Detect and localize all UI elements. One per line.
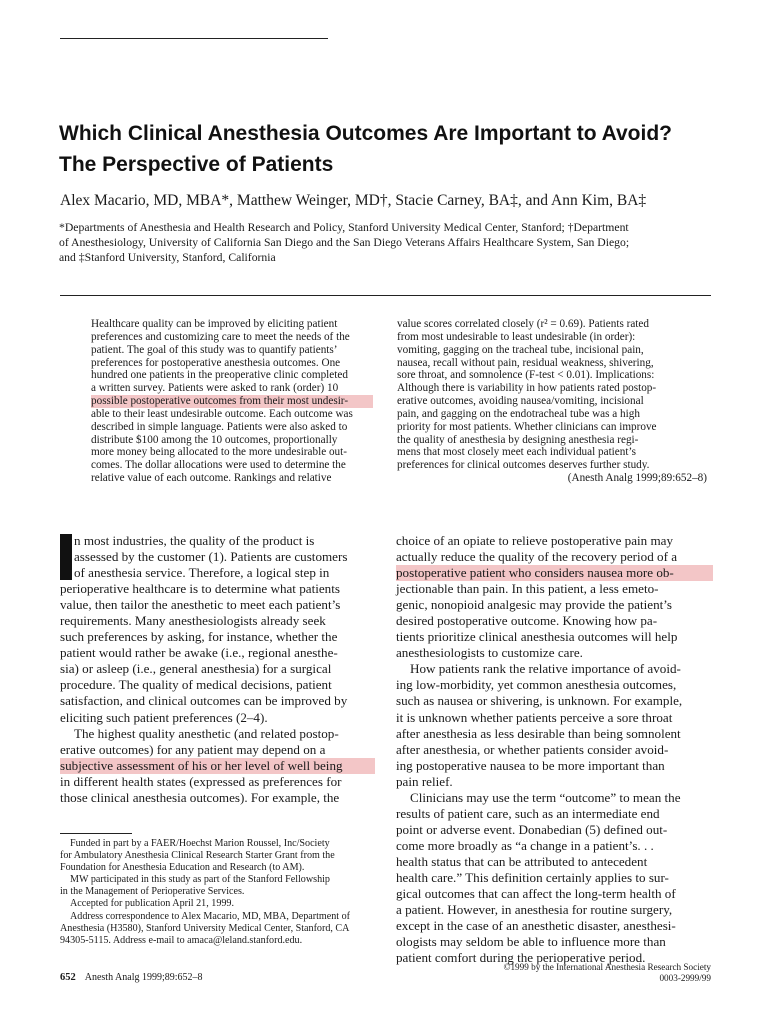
body-line-highlighted: subjective assessment of his or her level of well being bbox=[60, 758, 375, 774]
body-line: anesthesiologists to customize care. bbox=[396, 645, 583, 661]
body-line: choice of an opiate to relieve postoperative pain may bbox=[396, 533, 674, 548]
body-right-column bbox=[396, 533, 713, 966]
abstract-line: described in simple language. Patients were also asked to bbox=[91, 420, 348, 433]
copyright-block bbox=[420, 962, 711, 984]
abstract-line: hundred one patients in the preoperative clinic completed bbox=[91, 369, 348, 382]
body-line: requirements. Many anesthesiologists already seek bbox=[60, 613, 326, 629]
body-line: Clinicians may use the term “outcome” to mean the bbox=[410, 789, 681, 805]
body-line: value, then tailor the anesthetic to meet each patient’s bbox=[60, 597, 341, 613]
abstract-line: preferences and customizing care to meet the needs of the bbox=[91, 330, 350, 343]
footnote-line: for Ambulatory Anesthesia Clinical Research Starter Grant from the bbox=[60, 850, 335, 862]
abstract-line: the quality of anesthesia by designing anesthesia regi- bbox=[397, 433, 639, 446]
body-line: pain relief. bbox=[396, 773, 453, 789]
body-line: jectionable than pain. In this patient, a less emeto- bbox=[396, 581, 659, 597]
copyright-text: ©1999 by the International Anesthesia Research Society bbox=[503, 962, 711, 972]
abstract-line: a written survey. Patients were asked to rank (order) 10 bbox=[91, 382, 339, 395]
title-line-1: Which Clinical Anesthesia Outcomes Are Important to Avoid? bbox=[59, 122, 672, 145]
body-line: of anesthesia service. Therefore, a logical step in bbox=[74, 565, 330, 581]
body-line: actually reduce the quality of the recovery period of a bbox=[396, 549, 678, 565]
abstract-line-highlighted: from most undesirable to least undesirable (in order): bbox=[397, 330, 636, 343]
abstract-line: patient. The goal of this study was to quantify patients’ bbox=[91, 343, 338, 356]
body-line: ing low-morbidity, yet common anesthesia outcomes, bbox=[396, 677, 677, 693]
abstract-line: nausea, recall without pain, residual weakness, shivering, bbox=[397, 356, 654, 369]
footnotes bbox=[60, 838, 380, 947]
footnote-line: 94305-5115. Address e-mail to amaca@leland.stanford.edu. bbox=[60, 934, 303, 946]
footnote-line: Anesthesia (H3580), Stanford University Medical Center, Stanford, CA bbox=[60, 922, 350, 934]
abstract-line: distribute $100 among the 10 outcomes, proportionally bbox=[91, 433, 338, 446]
body-line: point or adverse event. Donabedian (5) defined out- bbox=[396, 821, 668, 837]
body-line: sia) or asleep (i.e., general anesthesia) for a surgical bbox=[60, 661, 332, 677]
body-line: after anesthesia, or whether patients consider avoid- bbox=[396, 741, 669, 757]
body-line: come more broadly as “a change in a patient’s. . . bbox=[396, 837, 654, 853]
body-line: such preferences by asking, for instance, whether the bbox=[60, 629, 338, 645]
top-rule bbox=[60, 38, 328, 39]
section-rule bbox=[60, 295, 711, 296]
page-number: 652 bbox=[60, 972, 76, 983]
body-line: tients prioritize clinical anesthesia outcomes will help bbox=[396, 629, 678, 645]
abstract-line: relative value of each outcome. Rankings and relative bbox=[91, 472, 332, 485]
body-line: a patient. However, in anesthesia for routine surgery, bbox=[396, 902, 673, 918]
body-line: erative outcomes) for any patient may depend on a bbox=[60, 741, 326, 757]
body-line: patient would rather be awake (i.e., regional anesthe- bbox=[60, 645, 338, 661]
issn-text: 0003-2999/99 bbox=[659, 973, 711, 983]
body-line: ologists may seldom be able to influence more than bbox=[396, 934, 666, 950]
abstract-left-column bbox=[91, 318, 373, 485]
body-line-highlighted: procedure. The quality of medical decisions, patient bbox=[60, 677, 332, 693]
body-line: desired postoperative outcome. Knowing how pa- bbox=[396, 613, 658, 629]
footnote-line: Address correspondence to Alex Macario, MD, MBA, Department of bbox=[70, 910, 351, 922]
abstract-line: more money being allocated to the more undesirable out- bbox=[91, 446, 347, 459]
footnote-line: Funded in part by a FAER/Hoechst Marion Roussel, Inc/Society bbox=[70, 838, 330, 849]
journal-citation: Anesth Analg 1999;89:652–8 bbox=[84, 972, 203, 983]
abstract-line: preferences for clinical outcomes deserves further study. bbox=[397, 459, 650, 472]
abstract-right-column bbox=[397, 318, 707, 485]
body-line: results of patient care, such as an intermediate end bbox=[396, 805, 660, 821]
footnote-line: in the Management of Perioperative Services. bbox=[60, 886, 245, 898]
body-line: satisfaction, and clinical outcomes can be improved by bbox=[60, 693, 348, 709]
footnote-line: Accepted for publication April 21, 1999. bbox=[70, 898, 234, 910]
page-folio bbox=[60, 972, 203, 983]
body-line: after anesthesia as less desirable than being somnolent bbox=[396, 725, 681, 741]
title-line-2: The Perspective of Patients bbox=[59, 153, 334, 176]
body-line: n most industries, the quality of the product is bbox=[74, 533, 315, 548]
body-line: it is unknown whether patients perceive a sore throat bbox=[396, 709, 673, 725]
body-line: such as nausea or shivering, is unknown. For example, bbox=[396, 693, 683, 709]
body-line: eliciting such patient preferences (2–4). bbox=[60, 709, 268, 725]
abstract-line: able to their least undesirable outcome. Each outcome was bbox=[91, 407, 353, 420]
affiliation-line: of Anesthesiology, University of California San Diego and the San Diego Veterans Affairs Healthcare System, San Diego; bbox=[59, 236, 630, 249]
affiliation-line: and ‡Stanford University, Stanford, California bbox=[59, 251, 276, 264]
body-line: assessed by the customer (1). Patients are customers bbox=[74, 549, 348, 565]
body-line: The highest quality anesthetic (and related postop- bbox=[74, 725, 339, 741]
abstract-line: comes. The dollar allocations were used to determine the bbox=[91, 459, 346, 472]
abstract-line: value scores correlated closely (r² = 0.69). Patients rated bbox=[397, 318, 649, 330]
article-title bbox=[59, 118, 739, 180]
abstract-line: vomiting, gagging on the tracheal tube, incisional pain, bbox=[397, 343, 644, 356]
body-line: ing postoperative nausea to be more important than bbox=[396, 757, 665, 773]
footnote-line: MW participated in this study as part of the Stanford Fellowship bbox=[70, 874, 330, 886]
body-line: genic, nonopioid analgesic may provide the patient’s bbox=[396, 597, 672, 613]
body-line: those clinical anesthesia outcomes). For example, the bbox=[60, 789, 340, 805]
abstract-line: erative outcomes, avoiding nausea/vomiting, incisional bbox=[397, 395, 644, 408]
body-line-highlighted: postoperative patient who considers nausea more ob- bbox=[396, 565, 713, 581]
body-left-column bbox=[60, 533, 375, 806]
body-line: How patients rank the relative importance of avoid- bbox=[410, 661, 681, 677]
affiliations bbox=[59, 220, 719, 265]
author-list: Alex Macario, MD, MBA*, Matthew Weinger, MD†, Stacie Carney, BA‡, and Ann Kim, BA‡ bbox=[60, 192, 647, 209]
abstract-line-highlighted: possible postoperative outcomes from their most undesir- bbox=[91, 395, 373, 408]
body-line: in different health states (expressed as preferences for bbox=[60, 773, 342, 789]
abstract-line: Healthcare quality can be improved by eliciting patient bbox=[91, 318, 338, 330]
body-line: health care.” This definition certainly applies to sur- bbox=[396, 869, 669, 885]
footnote-rule bbox=[60, 833, 132, 834]
abstract-line: priority for most patients. Whether clinicians can improve bbox=[397, 420, 657, 433]
abstract-line: Although there is variability in how patients rated postop- bbox=[397, 382, 657, 395]
body-line: patient comfort during the perioperative period. bbox=[396, 950, 646, 966]
abstract-line: mens that most closely meet each individual patient’s bbox=[397, 446, 636, 459]
body-line: except in the case of an anesthetic disaster, anesthesi- bbox=[396, 918, 676, 934]
body-line: gical outcomes that can affect the long-term health of bbox=[396, 886, 676, 902]
abstract-line: preferences for postoperative anesthesia outcomes. One bbox=[91, 356, 341, 369]
body-line: perioperative healthcare is to determine what patients bbox=[60, 581, 340, 597]
body-line: health status that can be attributed to antecedent bbox=[396, 853, 648, 869]
footnote-line: Foundation for Anesthesia Education and Research (to AM). bbox=[60, 862, 305, 874]
abstract-line: sore throat, and somnolence (F-test < 0.01). Implications: bbox=[397, 369, 655, 382]
abstract-citation: (Anesth Analg 1999;89:652–8) bbox=[567, 472, 707, 485]
affiliation-line: *Departments of Anesthesia and Health Research and Policy, Stanford University Medical Center, Stanford; †Department bbox=[59, 221, 629, 234]
abstract-line: pain, and gagging on the endotracheal tube was a high bbox=[397, 407, 640, 420]
